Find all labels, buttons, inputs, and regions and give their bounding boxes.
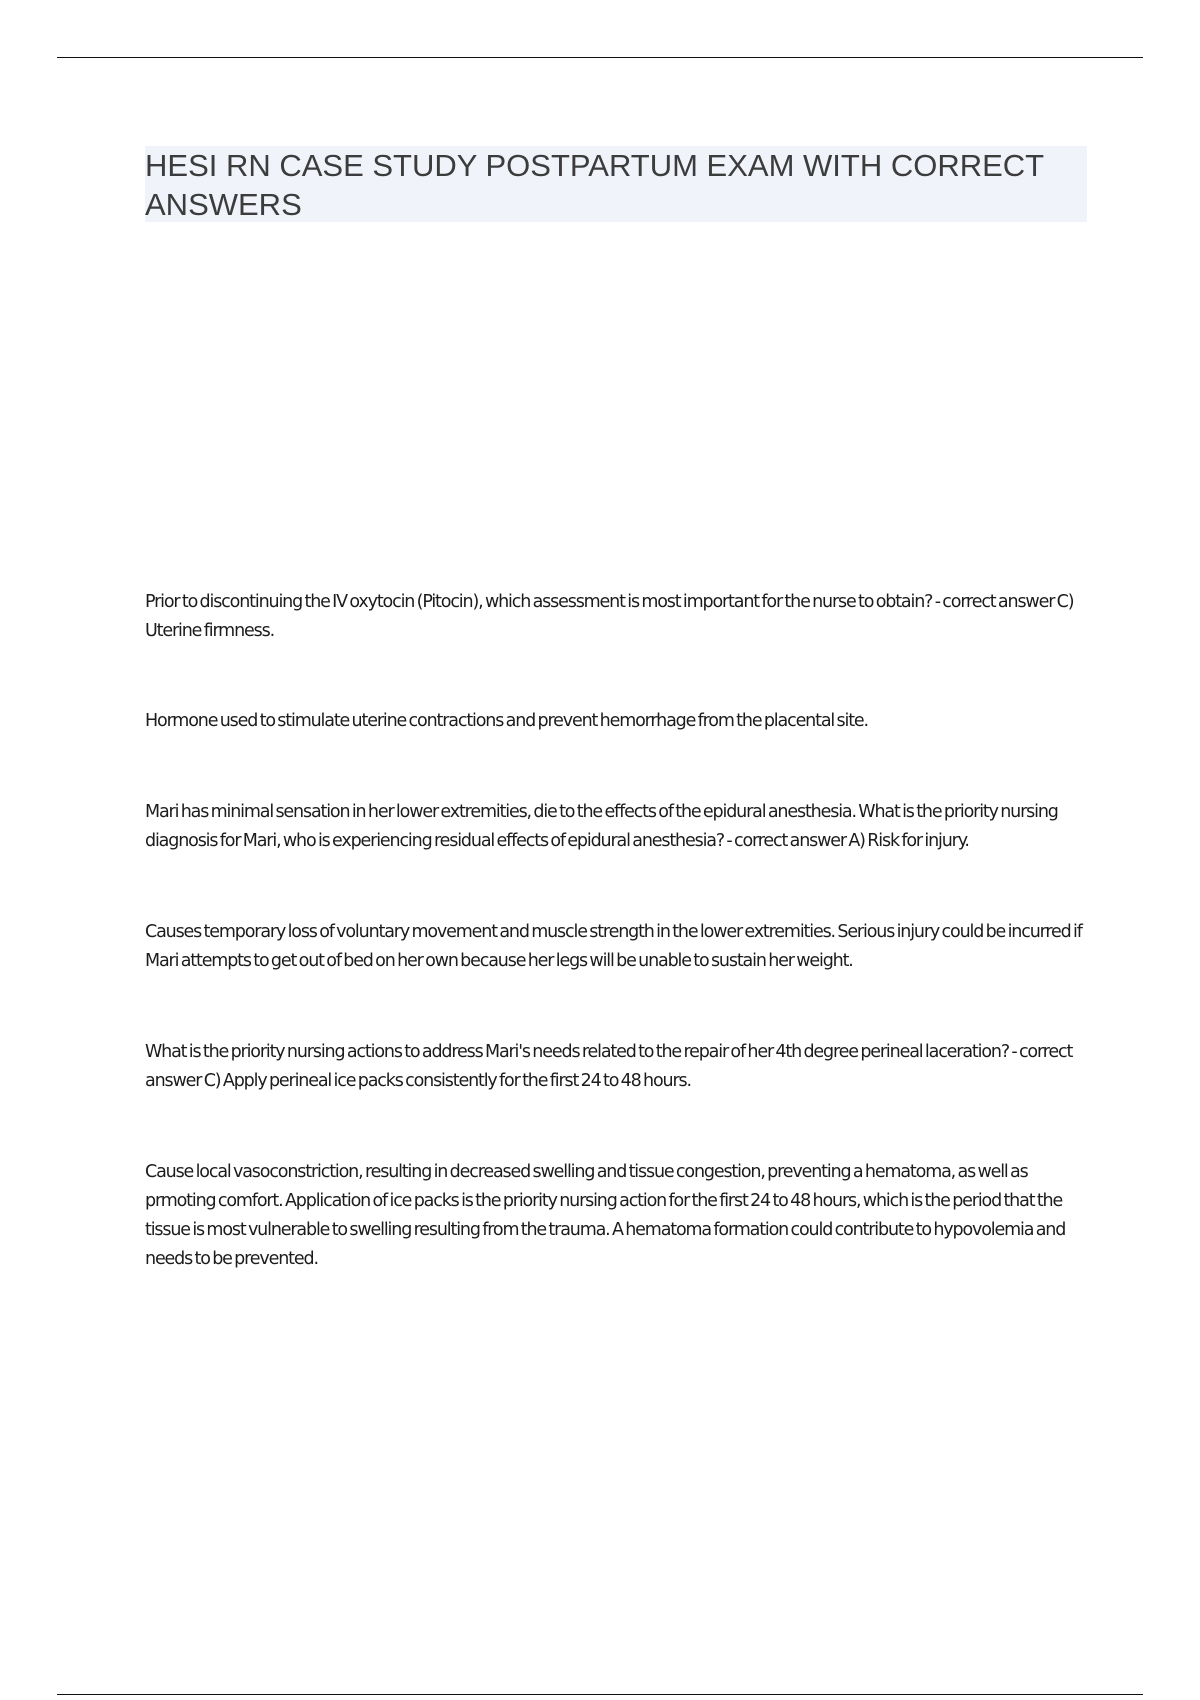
question-3: What is the priority nursing actions to address Mari's needs related to the repair of her 4th degree perineal laceration? - correct answer C) Apply perineal ice packs consistently for the first 24 to 48 hours. xyxy=(145,1042,1073,1091)
rationale-2: Causes temporary loss of voluntary movement and muscle strength in the lower extremities. Serious injury could be incurred if Mari attempts to get out of bed on her own because her legs will be unable to sustain her weight. xyxy=(145,922,1082,971)
question-1: Prior to discontinuing the IV oxytocin (Pitocin), which assessment is most important for the nurse to obtain? - correct answer C) Uterine firmness. xyxy=(145,592,1074,641)
document-body xyxy=(145,588,1090,1274)
top-divider xyxy=(57,57,1143,58)
rationale-3: Cause local vasoconstriction, resulting in decreased swelling and tissue congestion, preventing a hematoma, as well as prmoting comfort. Application of ice packs is the priority nursing action for the first 24 to 48 hours, which is the period that the tissue is most vulnerable to swelling resulting from the trauma. A hematoma formation could contribute to hypovolemia and needs to be prevented. xyxy=(145,1162,1066,1269)
rationale-1: Hormone used to stimulate uterine contractions and prevent hemorrhage from the placental site. xyxy=(145,711,868,731)
bottom-divider xyxy=(57,1694,1143,1695)
document-title: HESI RN CASE STUDY POSTPARTUM EXAM WITH CORRECT ANSWERS xyxy=(145,148,1044,222)
title-banner xyxy=(145,146,1087,222)
question-2: Mari has minimal sensation in her lower extremities, die to the effects of the epidural anesthesia. What is the priority nursing diagnosis for Mari, who is experiencing residual effects of epidural anesthesia? - correct answer A) Risk for injury. xyxy=(145,802,1058,851)
